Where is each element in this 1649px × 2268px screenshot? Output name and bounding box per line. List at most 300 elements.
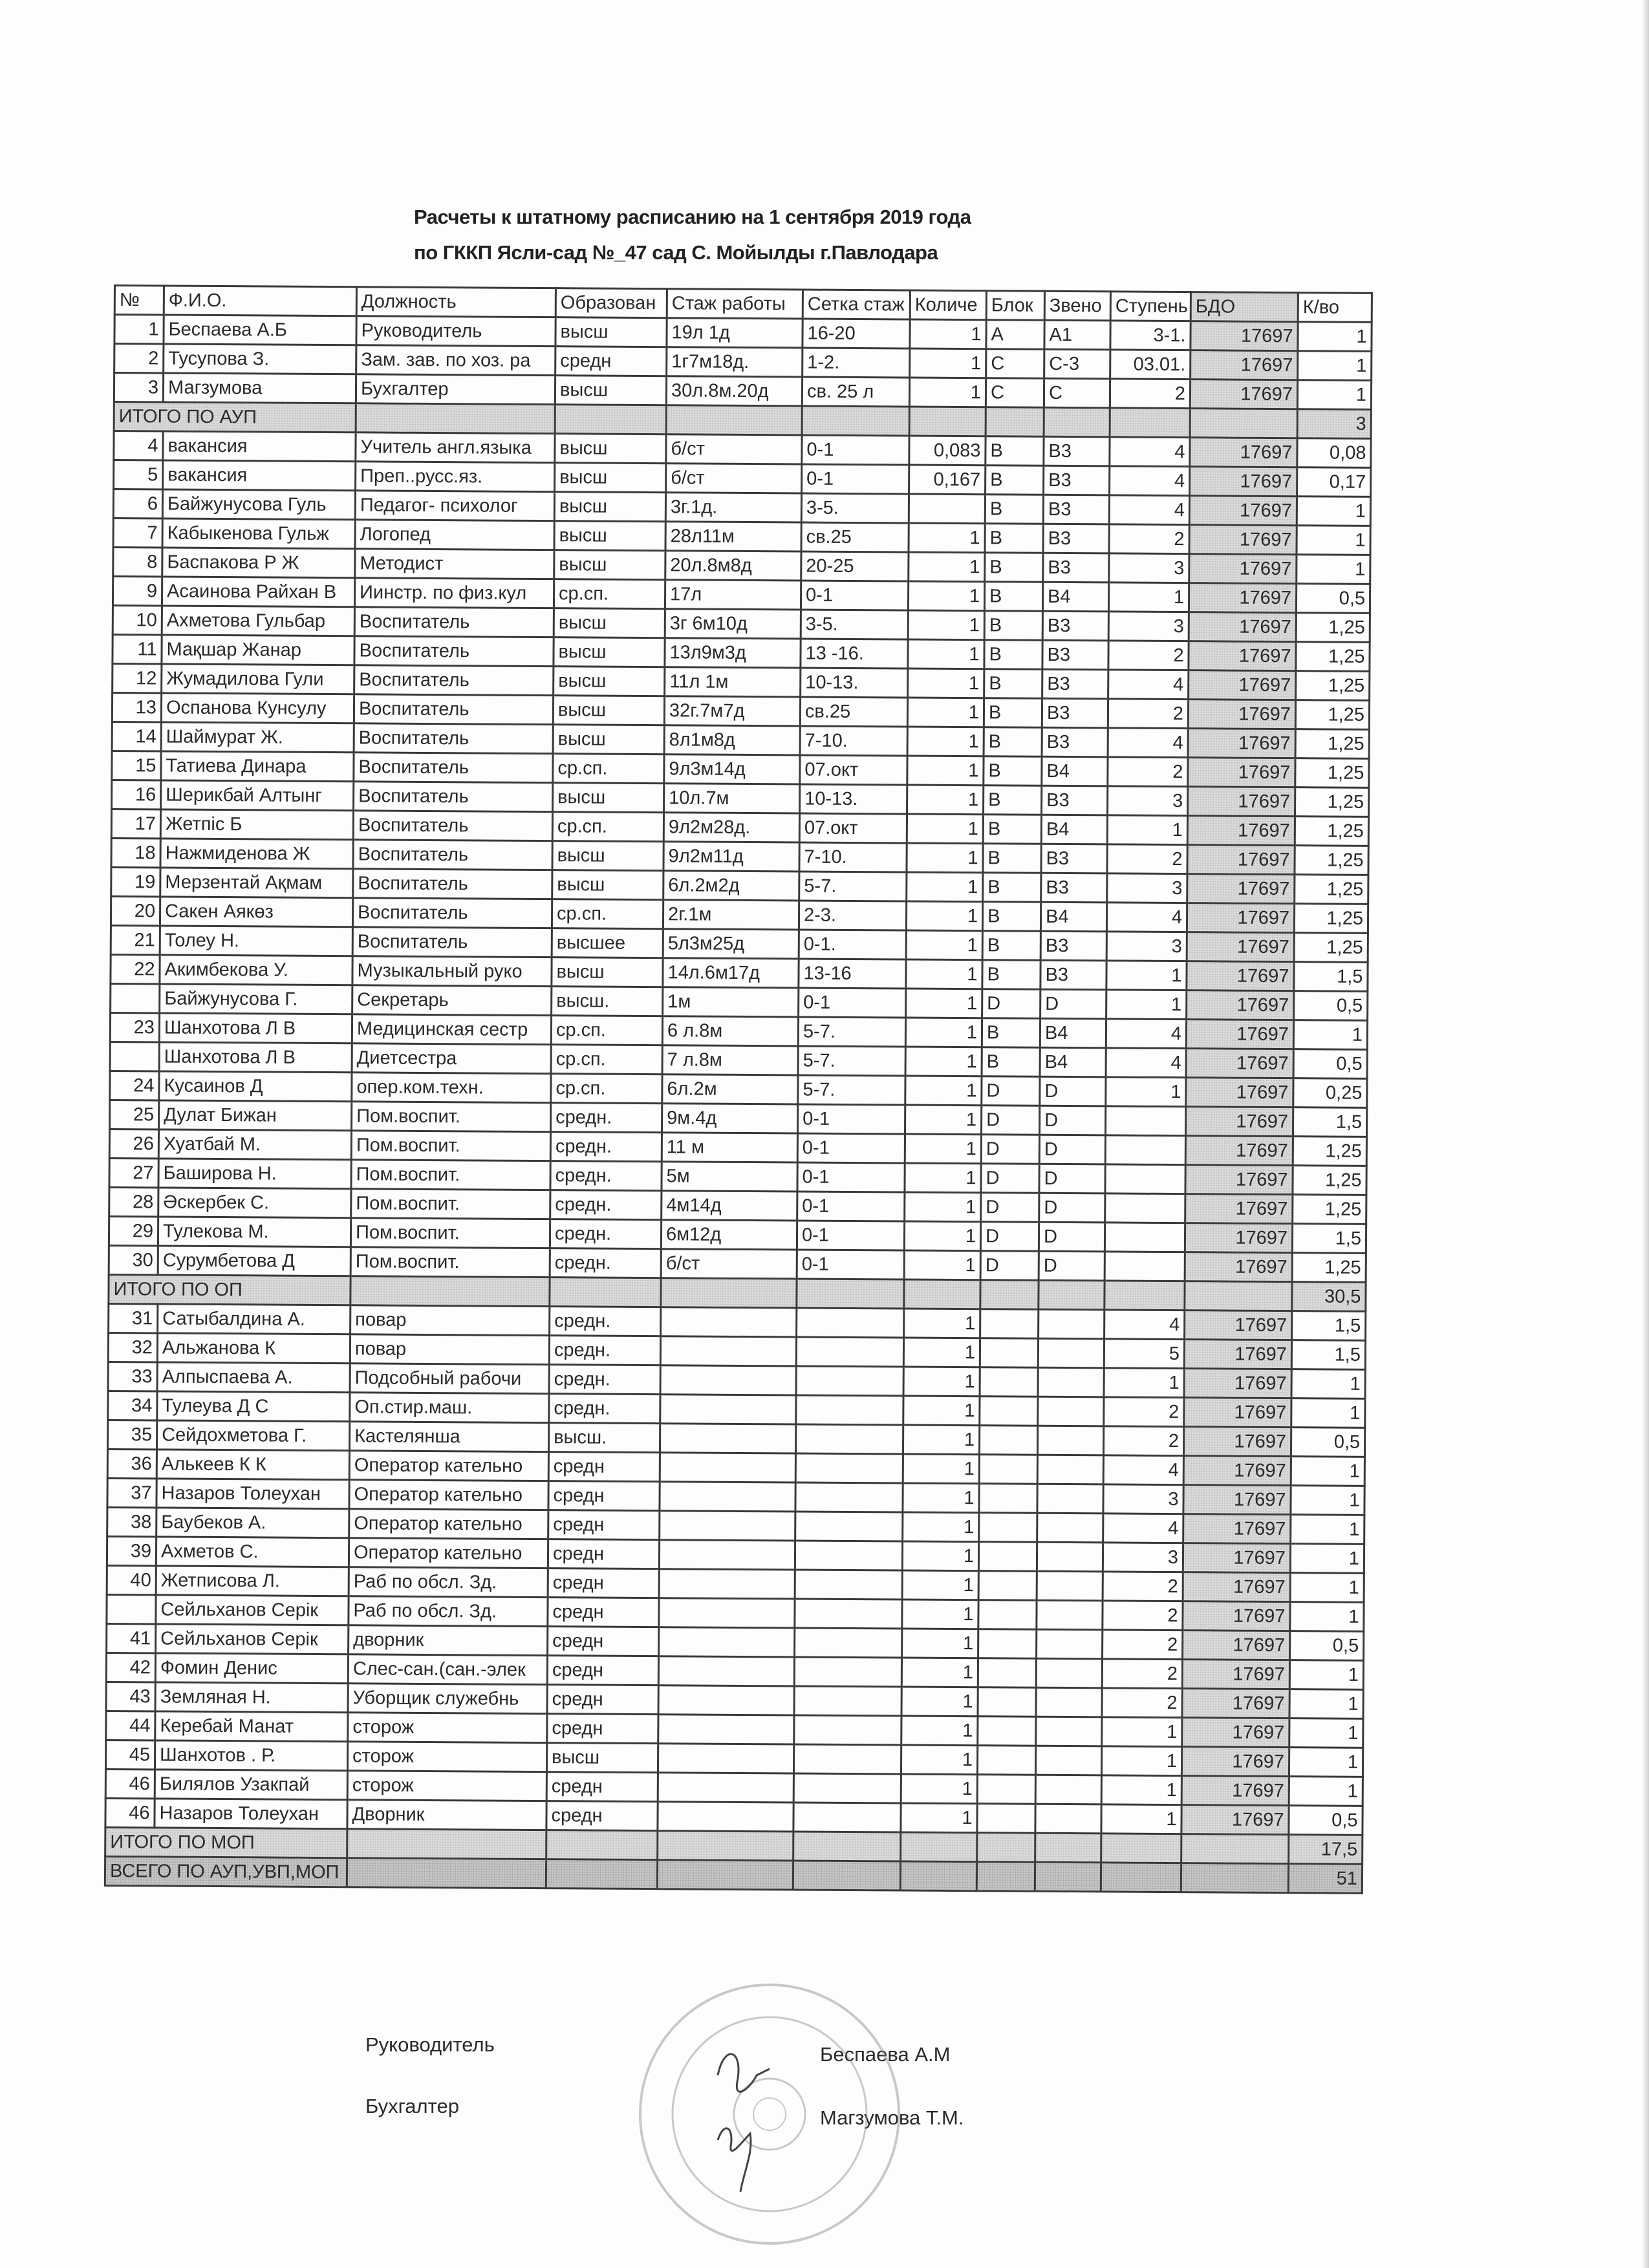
table-cell: 17697 [1187, 816, 1295, 846]
table-cell: 3 [1106, 932, 1187, 961]
table-cell: 17697 [1187, 990, 1294, 1020]
table-cell [1105, 1135, 1185, 1165]
table-cell [1036, 1687, 1102, 1717]
table-cell: средн [547, 1656, 658, 1685]
table-cell: 1,25 [1294, 933, 1368, 963]
total-value: 3 [1297, 409, 1371, 439]
table-cell: A [986, 320, 1044, 350]
table-cell: B [982, 902, 1040, 932]
table-cell: 5-7. [798, 1046, 905, 1076]
table-cell: B [983, 815, 1041, 844]
table-cell: 1 [1102, 1717, 1182, 1747]
table-cell [1037, 1571, 1103, 1601]
table-cell: 1,25 [1295, 875, 1368, 904]
table-cell: 0,5 [1290, 1631, 1364, 1661]
table-cell: D [1039, 1135, 1105, 1164]
table-cell: 4 [1103, 1455, 1183, 1485]
table-cell: 1 [1289, 1748, 1363, 1777]
table-cell [979, 1455, 1037, 1484]
table-cell: 0,5 [1289, 1806, 1363, 1835]
table-cell: 24 [110, 1071, 159, 1100]
table-cell: средн [548, 1510, 660, 1540]
table-cell [795, 1482, 903, 1512]
table-cell: 1 [903, 1338, 980, 1367]
table-cell: сторож [348, 1713, 547, 1743]
table-cell: 17697 [1181, 1805, 1289, 1835]
table-cell: 20л.8м8д [665, 551, 801, 581]
table-cell: средн. [550, 1132, 662, 1162]
table-cell: 1 [904, 1221, 980, 1251]
table-cell: средн [548, 1627, 659, 1656]
table-cell: 1 [1289, 1777, 1363, 1806]
table-cell: B [984, 698, 1042, 728]
table-cell: 1 [903, 1367, 980, 1396]
table-cell: высш [555, 317, 667, 347]
empty-cell [1105, 1281, 1185, 1311]
table-cell: B3 [1041, 844, 1107, 873]
table-cell: 2 [1103, 1630, 1183, 1660]
table-cell [1037, 1513, 1103, 1543]
table-cell: C [1044, 378, 1110, 408]
table-cell: Земляная Н. [155, 1682, 348, 1713]
table-cell: 37 [107, 1478, 156, 1507]
table-cell: сторож [347, 1742, 546, 1772]
table-cell: 5 [1104, 1339, 1184, 1369]
table-cell: Дворник [347, 1800, 546, 1830]
table-cell: D [981, 1106, 1039, 1135]
table-cell: 29 [109, 1216, 158, 1245]
table-cell: 17697 [1190, 380, 1297, 409]
table-cell: 0,08 [1297, 438, 1371, 468]
table-cell [980, 1309, 1039, 1339]
table-cell: 6м12д [661, 1220, 797, 1250]
table-cell: Пом.воспит. [351, 1160, 550, 1190]
empty-cell [1035, 1862, 1101, 1892]
table-cell: 1,25 [1293, 1166, 1366, 1195]
table-cell: 22 [111, 954, 160, 983]
table-cell: Ахметова Гульбар [162, 606, 354, 636]
table-cell: D [981, 1193, 1039, 1223]
table-cell: 17697 [1187, 903, 1294, 933]
table-cell: Кусаинов Д [159, 1071, 352, 1102]
total-label: ВСЕГО ПО АУП,УВП,МОП [105, 1856, 347, 1887]
table-cell: 42 [106, 1653, 155, 1682]
table-cell: Кастелянша [349, 1422, 548, 1452]
table-cell: B3 [1040, 931, 1106, 961]
table-cell [1037, 1542, 1103, 1572]
table-cell: 36 [107, 1449, 156, 1478]
table-cell: 0,167 [909, 465, 986, 495]
table-cell: B3 [1043, 553, 1109, 583]
table-cell: Оператор кательно [349, 1480, 548, 1510]
table-cell [979, 1484, 1037, 1514]
table-cell: B [986, 436, 1044, 466]
accountant-name: Магзумова Т.М. [820, 2106, 964, 2129]
table-cell: 14л.6м17д [663, 958, 799, 988]
table-cell: B3 [1042, 640, 1108, 670]
empty-cell [658, 1831, 793, 1861]
table-cell: 10 [113, 605, 162, 634]
column-header: Блок [986, 291, 1044, 321]
empty-cell [793, 1861, 900, 1890]
table-cell: 1,5 [1293, 1107, 1366, 1137]
table-body [105, 286, 1372, 1894]
table-cell [1035, 1804, 1101, 1834]
table-cell: 0-1 [797, 1192, 905, 1221]
table-cell: 9м.4д [662, 1104, 798, 1133]
table-cell: 2 [1108, 699, 1188, 729]
table-cell: 1,25 [1295, 758, 1369, 788]
table-cell: Логопед [355, 520, 554, 550]
table-cell: B4 [1040, 1018, 1106, 1048]
table-cell: 4 [1103, 1514, 1183, 1543]
table-cell: высш [554, 521, 665, 551]
table-cell: B3 [1042, 698, 1108, 728]
empty-cell [901, 1832, 977, 1862]
table-cell: Сурумбетова Д [158, 1246, 350, 1276]
table-cell: Воспитатель [353, 869, 552, 899]
table-cell: высш [554, 492, 665, 522]
table-cell: 17697 [1189, 670, 1296, 700]
table-cell: 1 [905, 1047, 982, 1076]
table-cell: 35 [107, 1420, 156, 1449]
table-cell: 1 [902, 1629, 978, 1658]
column-header: Должность [356, 287, 555, 317]
empty-cell [900, 1861, 976, 1891]
table-cell: 1,25 [1296, 613, 1370, 643]
empty-cell [546, 1859, 657, 1889]
table-cell: 17697 [1185, 1136, 1293, 1166]
table-cell: 1 [1101, 1775, 1181, 1805]
table-cell: D [982, 989, 1040, 1019]
total-value: 30,5 [1292, 1282, 1366, 1312]
table-cell: 1 [909, 552, 985, 582]
table-cell: 20-25 [801, 551, 909, 581]
table-cell: Оспанова Кунсулу [161, 693, 354, 723]
table-cell: средн. [549, 1394, 660, 1424]
table-cell: опер.ком.техн. [352, 1073, 551, 1103]
table-cell: 1 [1290, 1573, 1364, 1603]
empty-cell [1110, 408, 1190, 438]
empty-cell [347, 1858, 546, 1888]
table-cell: 17697 [1183, 1631, 1290, 1660]
table-cell: 3 [1103, 1543, 1183, 1572]
table-cell: средн. [551, 1103, 662, 1133]
table-cell: 41 [107, 1623, 156, 1653]
table-cell: 1 [1297, 497, 1370, 526]
table-cell: 6л.2м [662, 1075, 798, 1104]
table-cell: 45 [105, 1740, 155, 1769]
table-cell: 17697 [1186, 1049, 1293, 1078]
table-cell: 10-13. [800, 784, 907, 814]
table-cell: 11 м [662, 1133, 797, 1162]
table-cell [979, 1426, 1037, 1455]
table-cell: 0-1 [797, 1250, 904, 1279]
table-cell: 1 [1298, 351, 1372, 381]
total-label: ИТОГО ПО ОП [109, 1274, 350, 1305]
table-cell: 1 [1106, 961, 1187, 990]
table-cell: 0,5 [1296, 584, 1370, 614]
accountant-label: Бухгалтер [365, 2095, 459, 2117]
table-cell: 1 [907, 814, 983, 844]
staff-schedule-table [104, 284, 1373, 1894]
stamp-emblem-center [753, 2098, 786, 2130]
table-cell: Педагог- психолог [355, 491, 554, 521]
table-cell: 1-2. [803, 348, 910, 378]
table-cell [794, 1686, 901, 1716]
table-cell: 2 [1108, 757, 1188, 787]
table-cell: 1 [906, 930, 982, 960]
table-cell: Оператор кательно [349, 1451, 548, 1481]
table-cell: высш [553, 783, 664, 813]
table-cell: вакансия [163, 431, 356, 462]
table-cell: 1,5 [1291, 1340, 1365, 1370]
table-cell: C [986, 378, 1044, 408]
table-cell: 07.окт [800, 755, 907, 785]
table-cell: 0,5 [1294, 991, 1368, 1021]
table-cell [1039, 1309, 1105, 1339]
table-cell: D [1039, 1106, 1105, 1135]
table-cell [795, 1424, 903, 1454]
table-cell: средн. [550, 1219, 661, 1249]
table-cell: Воспитатель [353, 811, 552, 841]
table-cell: 26 [109, 1129, 158, 1158]
table-cell: Пом.воспит. [350, 1218, 550, 1248]
table-cell: повар [350, 1305, 550, 1336]
table-cell: св. 25 л [802, 377, 909, 407]
table-cell: 14 [112, 722, 161, 751]
table-cell: B3 [1042, 727, 1108, 757]
table-cell: 17697 [1185, 1107, 1293, 1137]
table-cell: D [1040, 1076, 1106, 1106]
total-value: 17,5 [1289, 1835, 1363, 1865]
table-cell: 19 [111, 867, 160, 896]
table-cell: 1 [905, 1192, 981, 1222]
table-cell: 0,5 [1291, 1428, 1364, 1457]
table-cell: 8 [113, 548, 162, 577]
table-cell: Баширова Н. [158, 1159, 351, 1189]
table-cell: 1 [1289, 1660, 1363, 1690]
table-cell: B3 [1044, 465, 1110, 495]
table-cell: 32г.7м7д [664, 696, 800, 726]
table-cell: 1 [1291, 1369, 1365, 1399]
empty-cell [1181, 1834, 1289, 1864]
table-cell: 17697 [1187, 845, 1295, 875]
table-cell: Беспаева А.Б [164, 315, 356, 345]
table-cell: 9 [113, 577, 162, 606]
table-cell: св.25 [800, 697, 907, 727]
table-cell: средн. [549, 1336, 660, 1365]
table-cell: ср.сп. [553, 754, 664, 784]
table-cell: Тусупова З. [164, 344, 356, 374]
table-cell: 1,25 [1295, 787, 1369, 817]
table-cell: высш [553, 725, 664, 754]
table-cell [659, 1540, 795, 1570]
table-cell: 0-1 [797, 1162, 905, 1192]
table-cell: Оператор кательно [349, 1509, 548, 1539]
table-cell: ср.сп. [552, 899, 663, 929]
table-cell: 17697 [1185, 1223, 1292, 1253]
table-cell [111, 983, 160, 1012]
table-cell [909, 494, 985, 524]
table-cell: Жумадилова Гули [162, 664, 354, 694]
table-cell: 28л11м [665, 522, 801, 551]
table-cell: 7-10. [799, 842, 907, 872]
table-cell: 1 [1101, 1746, 1181, 1776]
table-cell: Сейдохметова Г. [156, 1420, 349, 1451]
table-cell: Мерзентай Ақмам [160, 868, 353, 898]
table-cell: 2 [1109, 524, 1189, 554]
table-cell: B4 [1042, 582, 1108, 612]
table-cell: D [981, 1135, 1039, 1164]
table-cell: 5-7. [798, 1075, 905, 1105]
table-cell [660, 1424, 795, 1453]
table-cell: B [984, 756, 1042, 786]
table-cell [1037, 1600, 1103, 1630]
table-cell: Методист [355, 549, 554, 579]
table-cell: высш. [552, 987, 663, 1016]
table-cell: 15 [112, 751, 161, 780]
table-cell: 17697 [1191, 321, 1298, 351]
table-cell: Воспитатель [354, 694, 553, 725]
table-cell: 1,25 [1295, 846, 1368, 875]
table-cell: 40 [107, 1565, 156, 1594]
table-cell: B [984, 786, 1042, 815]
table-cell: 1,25 [1295, 817, 1368, 846]
table-cell: 1 [905, 1163, 981, 1193]
table-cell: 1 [902, 1541, 978, 1571]
column-header: Ф.И.О. [164, 286, 356, 316]
table-cell: 10-13. [801, 668, 908, 698]
table-cell: 1 [1297, 555, 1370, 584]
table-cell: 18 [111, 838, 160, 867]
table-cell: Ахметов С. [156, 1537, 349, 1567]
table-cell: Сатыбалдина А. [158, 1304, 350, 1334]
table-cell: ср.сп. [551, 1074, 662, 1104]
table-cell: 17697 [1187, 874, 1295, 904]
table-cell: Билялов Узакпай [155, 1770, 347, 1800]
table-cell: высш [555, 376, 666, 405]
empty-cell [1035, 1833, 1101, 1863]
table-cell: B [986, 465, 1044, 495]
table-cell: B [985, 524, 1043, 553]
table-cell: Воспитатель [354, 723, 553, 754]
table-cell: 2 [1102, 1688, 1182, 1718]
table-cell: Шанхотова Л В [159, 1013, 352, 1043]
table-cell: 17697 [1185, 1165, 1293, 1195]
table-cell: Диетсестра [352, 1043, 551, 1074]
table-cell: 4 [1110, 437, 1190, 467]
table-cell: ср.сп. [551, 1045, 662, 1075]
table-cell: средн. [549, 1365, 660, 1395]
table-cell: 1 [1104, 1368, 1184, 1398]
table-cell: средн [548, 1539, 659, 1569]
empty-cell [980, 1280, 1039, 1310]
table-cell: высш [554, 608, 665, 638]
table-cell [793, 1773, 901, 1803]
table-cell: 10л.7м [664, 784, 800, 813]
table-cell: 1,25 [1293, 1195, 1366, 1225]
table-cell [979, 1513, 1037, 1543]
table-cell: 46 [105, 1798, 155, 1827]
table-cell: Шерикбай Алтынг [161, 780, 354, 811]
column-header: Ступень [1110, 292, 1191, 321]
table-cell [796, 1366, 903, 1396]
table-cell: 5л3м25д [663, 929, 799, 959]
table-cell: Воспитатель [352, 898, 552, 928]
empty-cell [661, 1278, 797, 1308]
table-cell: 17697 [1184, 1369, 1291, 1398]
table-cell [978, 1687, 1036, 1717]
table-cell: 17697 [1184, 1398, 1291, 1428]
table-cell: 3 [1109, 553, 1189, 583]
table-cell [977, 1746, 1035, 1775]
table-cell: B3 [1040, 960, 1106, 990]
table-cell: D [1039, 1251, 1105, 1281]
table-cell: C [986, 349, 1044, 379]
table-cell: б/ст [666, 464, 802, 493]
table-cell: 9л3м14д [664, 754, 800, 784]
table-cell: B3 [1042, 786, 1108, 815]
table-cell: B3 [1043, 495, 1109, 524]
table-cell: 30 [109, 1245, 158, 1274]
scan-edge [1641, 0, 1649, 2268]
table-cell: Бухгалтер [356, 374, 555, 405]
table-cell: 17697 [1190, 467, 1297, 497]
table-cell: 17л [665, 580, 801, 610]
table-cell: B4 [1040, 1047, 1106, 1077]
table-cell: 4 [1105, 1310, 1185, 1340]
table-cell: 1 [907, 843, 983, 873]
table-cell: 2 [1107, 844, 1187, 874]
table-cell: 3 [1108, 786, 1188, 816]
table-cell: 1 [1290, 1544, 1364, 1574]
table-cell [658, 1715, 794, 1744]
table-cell: 17697 [1184, 1340, 1291, 1369]
table-cell [793, 1744, 901, 1774]
table-cell: 6 л.8м [662, 1016, 798, 1046]
table-cell: б/ст [661, 1249, 797, 1279]
table-cell [977, 1804, 1035, 1834]
table-cell: высшее [552, 928, 663, 958]
empty-cell [977, 1833, 1035, 1863]
table-cell: D [1039, 1193, 1105, 1223]
table-cell: B4 [1041, 815, 1107, 844]
table-cell: 1 [907, 698, 984, 727]
table-cell: 7 л.8м [662, 1045, 798, 1075]
column-header: БДО [1191, 292, 1298, 322]
table-cell: высш [554, 550, 665, 580]
table-cell [660, 1453, 795, 1482]
table-cell: 1 [901, 1803, 977, 1833]
table-cell: 13л9м3д [665, 638, 801, 668]
table-cell [659, 1569, 795, 1599]
table-cell: A1 [1044, 320, 1110, 350]
table-cell: высш [553, 696, 664, 725]
table-cell [1105, 1106, 1185, 1136]
table-cell: 1 [908, 639, 984, 669]
table-cell: 1 [1290, 1602, 1364, 1632]
table-cell: 17697 [1188, 787, 1295, 817]
table-cell [1105, 1193, 1185, 1223]
table-cell: 12 [113, 663, 162, 692]
table-cell: Музыкальный руко [352, 956, 552, 987]
table-cell: Сейльханов Серік [156, 1595, 349, 1625]
table-cell: 4 [1106, 1019, 1186, 1049]
table-cell: Акимбекова У. [160, 955, 352, 985]
table-cell: 1 [901, 1774, 977, 1804]
table-cell: 17697 [1182, 1660, 1289, 1689]
